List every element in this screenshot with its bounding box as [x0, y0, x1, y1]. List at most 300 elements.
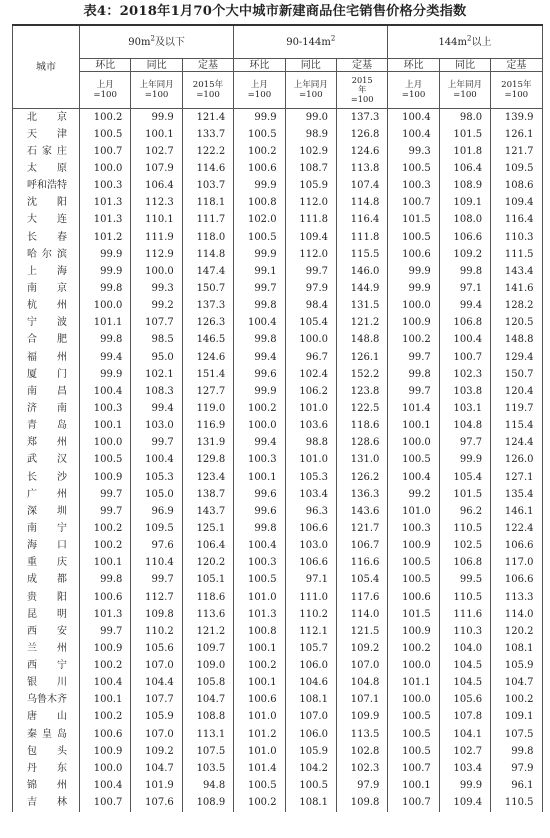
index-value-cell: 110.5 [491, 795, 542, 812]
index-value-cell: 143.7 [182, 503, 233, 520]
index-value-cell: 99.7 [80, 503, 131, 520]
index-value-cell: 104.7 [491, 675, 542, 692]
index-value-cell: 112.1 [285, 623, 336, 640]
index-value-cell: 100.5 [80, 452, 131, 469]
index-value-cell: 103.1 [439, 400, 490, 417]
index-value-cell: 109.2 [131, 743, 182, 760]
index-value-cell: 124.6 [336, 143, 387, 160]
index-value-cell: 107.7 [131, 315, 182, 332]
index-value-cell: 100.2 [80, 538, 131, 555]
index-value-cell: 107.7 [131, 692, 182, 709]
index-value-cell: 100.7 [80, 143, 131, 160]
index-value-cell: 99.7 [388, 383, 439, 400]
index-value-cell: 101.3 [80, 212, 131, 229]
base-header-cell [285, 72, 336, 109]
base-header-cell [439, 72, 490, 109]
index-value-cell: 102.7 [131, 143, 182, 160]
index-value-cell: 99.4 [234, 435, 285, 452]
city-name: 郑州 [27, 437, 67, 449]
index-value-cell: 123.4 [182, 469, 233, 486]
index-value-cell: 100.0 [80, 298, 131, 315]
index-value-cell: 100.5 [80, 126, 131, 143]
table-row [13, 280, 543, 297]
table-row [13, 400, 543, 417]
index-value-cell: 97.9 [336, 777, 387, 794]
index-value-cell: 118.0 [182, 229, 233, 246]
index-value-cell: 105.4 [439, 469, 490, 486]
index-value-cell: 127.7 [182, 383, 233, 400]
index-value-cell: 106.7 [336, 538, 387, 555]
table-row [13, 777, 543, 794]
index-value-cell: 99.7 [285, 263, 336, 280]
base-header-line: =100 [298, 90, 323, 100]
index-value-cell: 151.4 [182, 366, 233, 383]
index-value-cell: 111.5 [491, 246, 542, 263]
index-value-cell: 109.9 [336, 709, 387, 726]
city-cell [13, 178, 80, 195]
index-value-cell: 124.6 [182, 349, 233, 366]
index-value-cell: 107.5 [182, 743, 233, 760]
table-row [13, 555, 543, 572]
table-row [13, 795, 543, 812]
index-value-cell: 99.2 [388, 486, 439, 503]
city-cell [13, 486, 80, 503]
index-value-cell: 125.1 [182, 520, 233, 537]
index-value-cell: 103.0 [131, 418, 182, 435]
index-value-cell: 100.7 [388, 760, 439, 777]
base-header-line: 上年同月 [293, 80, 328, 90]
index-value-cell: 99.7 [131, 572, 182, 589]
city-cell [13, 469, 80, 486]
city-name: 成都 [27, 574, 67, 586]
city-cell [13, 675, 80, 692]
city-cell [13, 366, 80, 383]
index-value-cell: 121.2 [336, 315, 387, 332]
index-value-cell: 100.9 [388, 315, 439, 332]
city-name: 济南 [27, 402, 67, 414]
index-value-cell: 112.7 [131, 589, 182, 606]
city-name: 武汉 [27, 454, 67, 466]
index-value-cell: 100.7 [439, 349, 490, 366]
city-cell [13, 658, 80, 675]
index-value-cell: 100.4 [439, 332, 490, 349]
index-value-cell: 99.8 [80, 332, 131, 349]
index-value-cell: 106.6 [285, 555, 336, 572]
index-value-cell: 101.2 [80, 229, 131, 246]
index-value-cell: 100.9 [80, 743, 131, 760]
index-value-cell: 111.8 [285, 212, 336, 229]
index-value-cell: 113.8 [336, 160, 387, 177]
index-value-cell: 120.2 [182, 555, 233, 572]
city-cell [13, 692, 80, 709]
city-name: 昆明 [27, 608, 67, 620]
index-value-cell: 108.8 [182, 709, 233, 726]
index-value-cell: 100.4 [80, 777, 131, 794]
base-header-line: 上月 [96, 80, 114, 90]
city-name: 吉林 [27, 797, 67, 809]
index-value-cell: 106.4 [439, 160, 490, 177]
index-value-cell: 104.5 [439, 658, 490, 675]
index-value-cell: 144.9 [336, 280, 387, 297]
index-value-cell: 99.8 [234, 332, 285, 349]
base-header-line: 2015年 [192, 80, 224, 90]
city-cell [13, 589, 80, 606]
index-value-cell: 105.6 [131, 640, 182, 657]
index-value-cell: 110.3 [439, 623, 490, 640]
city-cell [13, 743, 80, 760]
index-value-cell: 99.7 [80, 623, 131, 640]
index-value-cell: 101.3 [80, 606, 131, 623]
index-value-cell: 137.3 [336, 109, 387, 127]
city-name: 石家庄 [27, 145, 67, 157]
base-header-line: 上年同月 [447, 80, 483, 90]
index-value-cell: 104.8 [439, 418, 490, 435]
index-value-cell: 99.4 [131, 400, 182, 417]
index-value-cell: 97.1 [439, 280, 490, 297]
city-cell [13, 315, 80, 332]
index-value-cell: 110.2 [285, 606, 336, 623]
index-value-cell: 111.6 [439, 606, 490, 623]
index-value-cell: 99.4 [439, 298, 490, 315]
base-header-line: =100 [453, 90, 477, 100]
index-value-cell: 109.0 [182, 658, 233, 675]
index-value-cell: 116.9 [182, 418, 233, 435]
index-value-cell: 100.1 [234, 469, 285, 486]
index-value-cell: 131.9 [182, 435, 233, 452]
index-value-cell: 100.4 [388, 469, 439, 486]
index-value-cell: 105.7 [285, 640, 336, 657]
index-value-cell: 135.4 [491, 486, 542, 503]
base-header-cell [182, 72, 233, 109]
index-value-cell: 102.3 [439, 366, 490, 383]
index-value-cell: 99.8 [80, 572, 131, 589]
table-row [13, 212, 543, 229]
index-value-cell: 102.9 [285, 143, 336, 160]
index-value-cell: 107.9 [131, 160, 182, 177]
index-value-cell: 100.4 [388, 109, 439, 127]
index-value-cell: 120.2 [491, 623, 542, 640]
index-value-cell: 109.2 [336, 640, 387, 657]
index-value-cell: 100.0 [285, 332, 336, 349]
city-cell [13, 777, 80, 794]
table-body [13, 109, 543, 812]
base-header-cell [388, 72, 439, 109]
index-value-cell: 101.1 [388, 675, 439, 692]
index-value-cell: 100.9 [80, 469, 131, 486]
sub-header-cell: 同比 [131, 59, 182, 72]
city-name: 大连 [27, 214, 67, 226]
city-name: 呼和浩特 [27, 180, 67, 192]
index-value-cell: 107.6 [131, 795, 182, 812]
index-value-cell: 99.9 [80, 366, 131, 383]
city-cell [13, 572, 80, 589]
index-value-cell: 100.0 [388, 692, 439, 709]
city-cell [13, 212, 80, 229]
index-value-cell: 100.4 [234, 315, 285, 332]
index-value-cell: 112.0 [285, 195, 336, 212]
index-value-cell: 100.3 [234, 555, 285, 572]
city-name: 哈尔滨 [27, 248, 67, 260]
city-name: 贵阳 [27, 591, 67, 603]
index-value-cell: 108.9 [182, 795, 233, 812]
index-value-cell: 99.9 [80, 263, 131, 280]
index-value-cell: 113.3 [491, 589, 542, 606]
city-cell [13, 623, 80, 640]
index-value-cell: 101.8 [439, 143, 490, 160]
index-value-cell: 143.6 [336, 503, 387, 520]
city-name: 包头 [27, 745, 67, 757]
city-name: 长春 [27, 231, 67, 243]
index-value-cell: 100.1 [388, 418, 439, 435]
index-value-cell: 103.7 [182, 178, 233, 195]
table-row [13, 606, 543, 623]
index-value-cell: 150.7 [491, 366, 542, 383]
index-value-cell: 101.5 [388, 212, 439, 229]
city-cell [13, 435, 80, 452]
index-value-cell: 100.2 [388, 332, 439, 349]
index-value-cell: 110.1 [131, 212, 182, 229]
base-header-line: 上月 [404, 80, 423, 90]
group-header-large: $144m^2$以上 [388, 25, 542, 59]
index-value-cell: 128.2 [491, 298, 542, 315]
index-value-cell: 100.1 [80, 692, 131, 709]
index-value-cell: 99.4 [234, 349, 285, 366]
index-value-cell: 100.9 [388, 623, 439, 640]
index-value-cell: 100.8 [234, 623, 285, 640]
table-row [13, 349, 543, 366]
base-header-cell [336, 72, 387, 109]
index-value-cell: 100.7 [80, 795, 131, 812]
index-value-cell: 110.3 [491, 229, 542, 246]
index-value-cell: 147.4 [182, 263, 233, 280]
index-value-cell: 109.1 [491, 709, 542, 726]
city-cell [13, 760, 80, 777]
index-value-cell: 100.1 [388, 777, 439, 794]
index-value-cell: 100.6 [388, 589, 439, 606]
base-header-cell [80, 72, 131, 109]
index-value-cell: 105.4 [336, 572, 387, 589]
table-row [13, 109, 543, 127]
index-value-cell: 143.4 [491, 263, 542, 280]
index-value-cell: 112.9 [131, 246, 182, 263]
table-header [13, 25, 543, 109]
index-value-cell: 99.7 [131, 435, 182, 452]
table-row [13, 469, 543, 486]
index-value-cell: 114.8 [182, 246, 233, 263]
index-value-cell: 99.1 [234, 263, 285, 280]
base-header-cell [491, 72, 542, 109]
index-value-cell: 112.3 [131, 195, 182, 212]
base-header-line: =100 [401, 90, 426, 100]
index-value-cell: 101.0 [234, 709, 285, 726]
index-value-cell: 108.3 [131, 383, 182, 400]
index-value-cell: 100.2 [234, 795, 285, 812]
index-value-cell: 108.1 [285, 795, 336, 812]
index-value-cell: 102.5 [439, 538, 490, 555]
index-value-cell: 96.9 [131, 503, 182, 520]
index-value-cell: 126.1 [491, 126, 542, 143]
index-value-cell: 100.7 [388, 195, 439, 212]
index-value-cell: 105.3 [131, 469, 182, 486]
index-value-cell: 100.6 [234, 692, 285, 709]
base-header-line: 上月 [250, 80, 268, 90]
index-value-cell: 100.6 [80, 726, 131, 743]
index-value-cell: 100.4 [80, 383, 131, 400]
index-value-cell: 122.2 [182, 143, 233, 160]
index-value-cell: 99.9 [388, 280, 439, 297]
index-value-cell: 139.9 [491, 109, 542, 127]
index-value-cell: 102.1 [131, 366, 182, 383]
index-value-cell: 133.7 [182, 126, 233, 143]
index-value-cell: 96.7 [285, 349, 336, 366]
index-value-cell: 102.4 [285, 366, 336, 383]
index-value-cell: 100.3 [80, 400, 131, 417]
index-value-cell: 112.0 [285, 246, 336, 263]
sub-header-cell: 环比 [388, 59, 439, 72]
base-header-line: =100 [350, 93, 374, 104]
index-value-cell: 99.7 [388, 349, 439, 366]
index-value-cell: 100.0 [80, 435, 131, 452]
base-header-line: 年 [358, 84, 367, 95]
base-header-line: =100 [247, 90, 272, 100]
city-name: 西安 [27, 625, 67, 637]
index-value-cell: 99.9 [234, 109, 285, 127]
table-row [13, 520, 543, 537]
table-row [13, 658, 543, 675]
index-value-cell: 100.0 [388, 658, 439, 675]
index-value-cell: 97.7 [439, 435, 490, 452]
index-value-cell: 123.8 [336, 383, 387, 400]
table-row [13, 418, 543, 435]
index-value-cell: 120.4 [491, 383, 542, 400]
index-value-cell: 104.0 [439, 640, 490, 657]
city-cell [13, 246, 80, 263]
city-cell [13, 229, 80, 246]
base-header-line: 2015 [351, 74, 373, 85]
city-name: 杭州 [27, 300, 67, 312]
index-value-cell: 104.4 [131, 675, 182, 692]
table-title: 表4：2018年1月70个大中城市新建商品住宅销售价格分类指数 [83, 4, 467, 19]
city-cell [13, 383, 80, 400]
index-value-cell: 108.1 [491, 640, 542, 657]
index-value-cell: 106.6 [491, 572, 542, 589]
index-value-cell: 152.2 [336, 366, 387, 383]
index-value-cell: 101.0 [285, 400, 336, 417]
index-value-cell: 100.1 [80, 555, 131, 572]
index-value-cell: 118.6 [336, 418, 387, 435]
index-value-cell: 98.5 [131, 332, 182, 349]
base-header-line: =100 [196, 90, 220, 100]
index-value-cell: 99.5 [439, 572, 490, 589]
index-value-cell: 100.1 [131, 126, 182, 143]
city-name: 海口 [27, 540, 67, 552]
index-value-cell: 99.3 [388, 143, 439, 160]
index-value-cell: 101.0 [234, 743, 285, 760]
index-value-cell: 100.8 [234, 195, 285, 212]
city-name: 厦门 [27, 368, 67, 380]
index-value-cell: 107.0 [131, 726, 182, 743]
table-row [13, 298, 543, 315]
table-row [13, 675, 543, 692]
index-value-cell: 100.6 [234, 160, 285, 177]
index-value-cell: 101.5 [388, 606, 439, 623]
index-value-cell: 100.6 [388, 246, 439, 263]
index-value-cell: 99.3 [131, 280, 182, 297]
index-value-cell: 99.8 [234, 520, 285, 537]
index-value-cell: 99.7 [234, 280, 285, 297]
index-value-cell: 99.6 [234, 503, 285, 520]
index-value-cell: 108.7 [285, 160, 336, 177]
city-name: 锦州 [27, 780, 67, 792]
table-row [13, 726, 543, 743]
index-value-cell: 101.1 [80, 315, 131, 332]
index-value-cell: 100.0 [388, 298, 439, 315]
table-row [13, 229, 543, 246]
index-value-cell: 98.4 [285, 298, 336, 315]
index-value-cell: 101.3 [80, 195, 131, 212]
index-value-cell: 109.4 [491, 195, 542, 212]
index-value-cell: 126.3 [182, 315, 233, 332]
index-value-cell: 109.8 [336, 795, 387, 812]
index-value-cell: 105.9 [131, 709, 182, 726]
index-value-cell: 100.1 [80, 418, 131, 435]
index-value-cell: 117.6 [336, 589, 387, 606]
index-value-cell: 100.5 [388, 555, 439, 572]
sub-header-cell: 定基 [491, 59, 542, 72]
index-value-cell: 121.7 [336, 520, 387, 537]
index-value-cell: 99.9 [234, 246, 285, 263]
index-value-cell: 99.9 [439, 777, 490, 794]
index-value-cell: 121.5 [336, 623, 387, 640]
base-header-line: =100 [144, 90, 169, 100]
table-row [13, 709, 543, 726]
table-row [13, 486, 543, 503]
index-value-cell: 109.7 [182, 640, 233, 657]
city-cell [13, 280, 80, 297]
sub-header-cell: 定基 [182, 59, 233, 72]
index-value-cell: 100.2 [234, 400, 285, 417]
city-name: 兰州 [27, 642, 67, 654]
index-value-cell: 117.0 [491, 555, 542, 572]
index-value-cell: 103.8 [439, 383, 490, 400]
index-value-cell: 118.6 [182, 589, 233, 606]
index-value-cell: 98.9 [285, 126, 336, 143]
index-value-cell: 109.4 [439, 795, 490, 812]
city-cell [13, 520, 80, 537]
index-value-cell: 107.0 [285, 709, 336, 726]
index-value-cell: 137.3 [182, 298, 233, 315]
index-value-cell: 129.4 [491, 349, 542, 366]
index-value-cell: 100.5 [285, 777, 336, 794]
city-name: 长沙 [27, 471, 67, 483]
index-value-cell: 126.2 [336, 469, 387, 486]
index-value-cell: 100.2 [388, 640, 439, 657]
table-row [13, 263, 543, 280]
index-value-cell: 100.0 [131, 263, 182, 280]
index-value-cell: 99.9 [439, 452, 490, 469]
table-row [13, 692, 543, 709]
table-row [13, 366, 543, 383]
table-row [13, 178, 543, 195]
index-value-cell: 103.4 [285, 486, 336, 503]
index-value-cell: 105.9 [491, 658, 542, 675]
index-value-cell: 106.6 [491, 538, 542, 555]
index-value-cell: 99.8 [439, 263, 490, 280]
index-value-cell: 100.3 [388, 178, 439, 195]
index-value-cell: 116.6 [336, 555, 387, 572]
index-value-cell: 109.2 [439, 246, 490, 263]
index-value-cell: 100.9 [80, 640, 131, 657]
